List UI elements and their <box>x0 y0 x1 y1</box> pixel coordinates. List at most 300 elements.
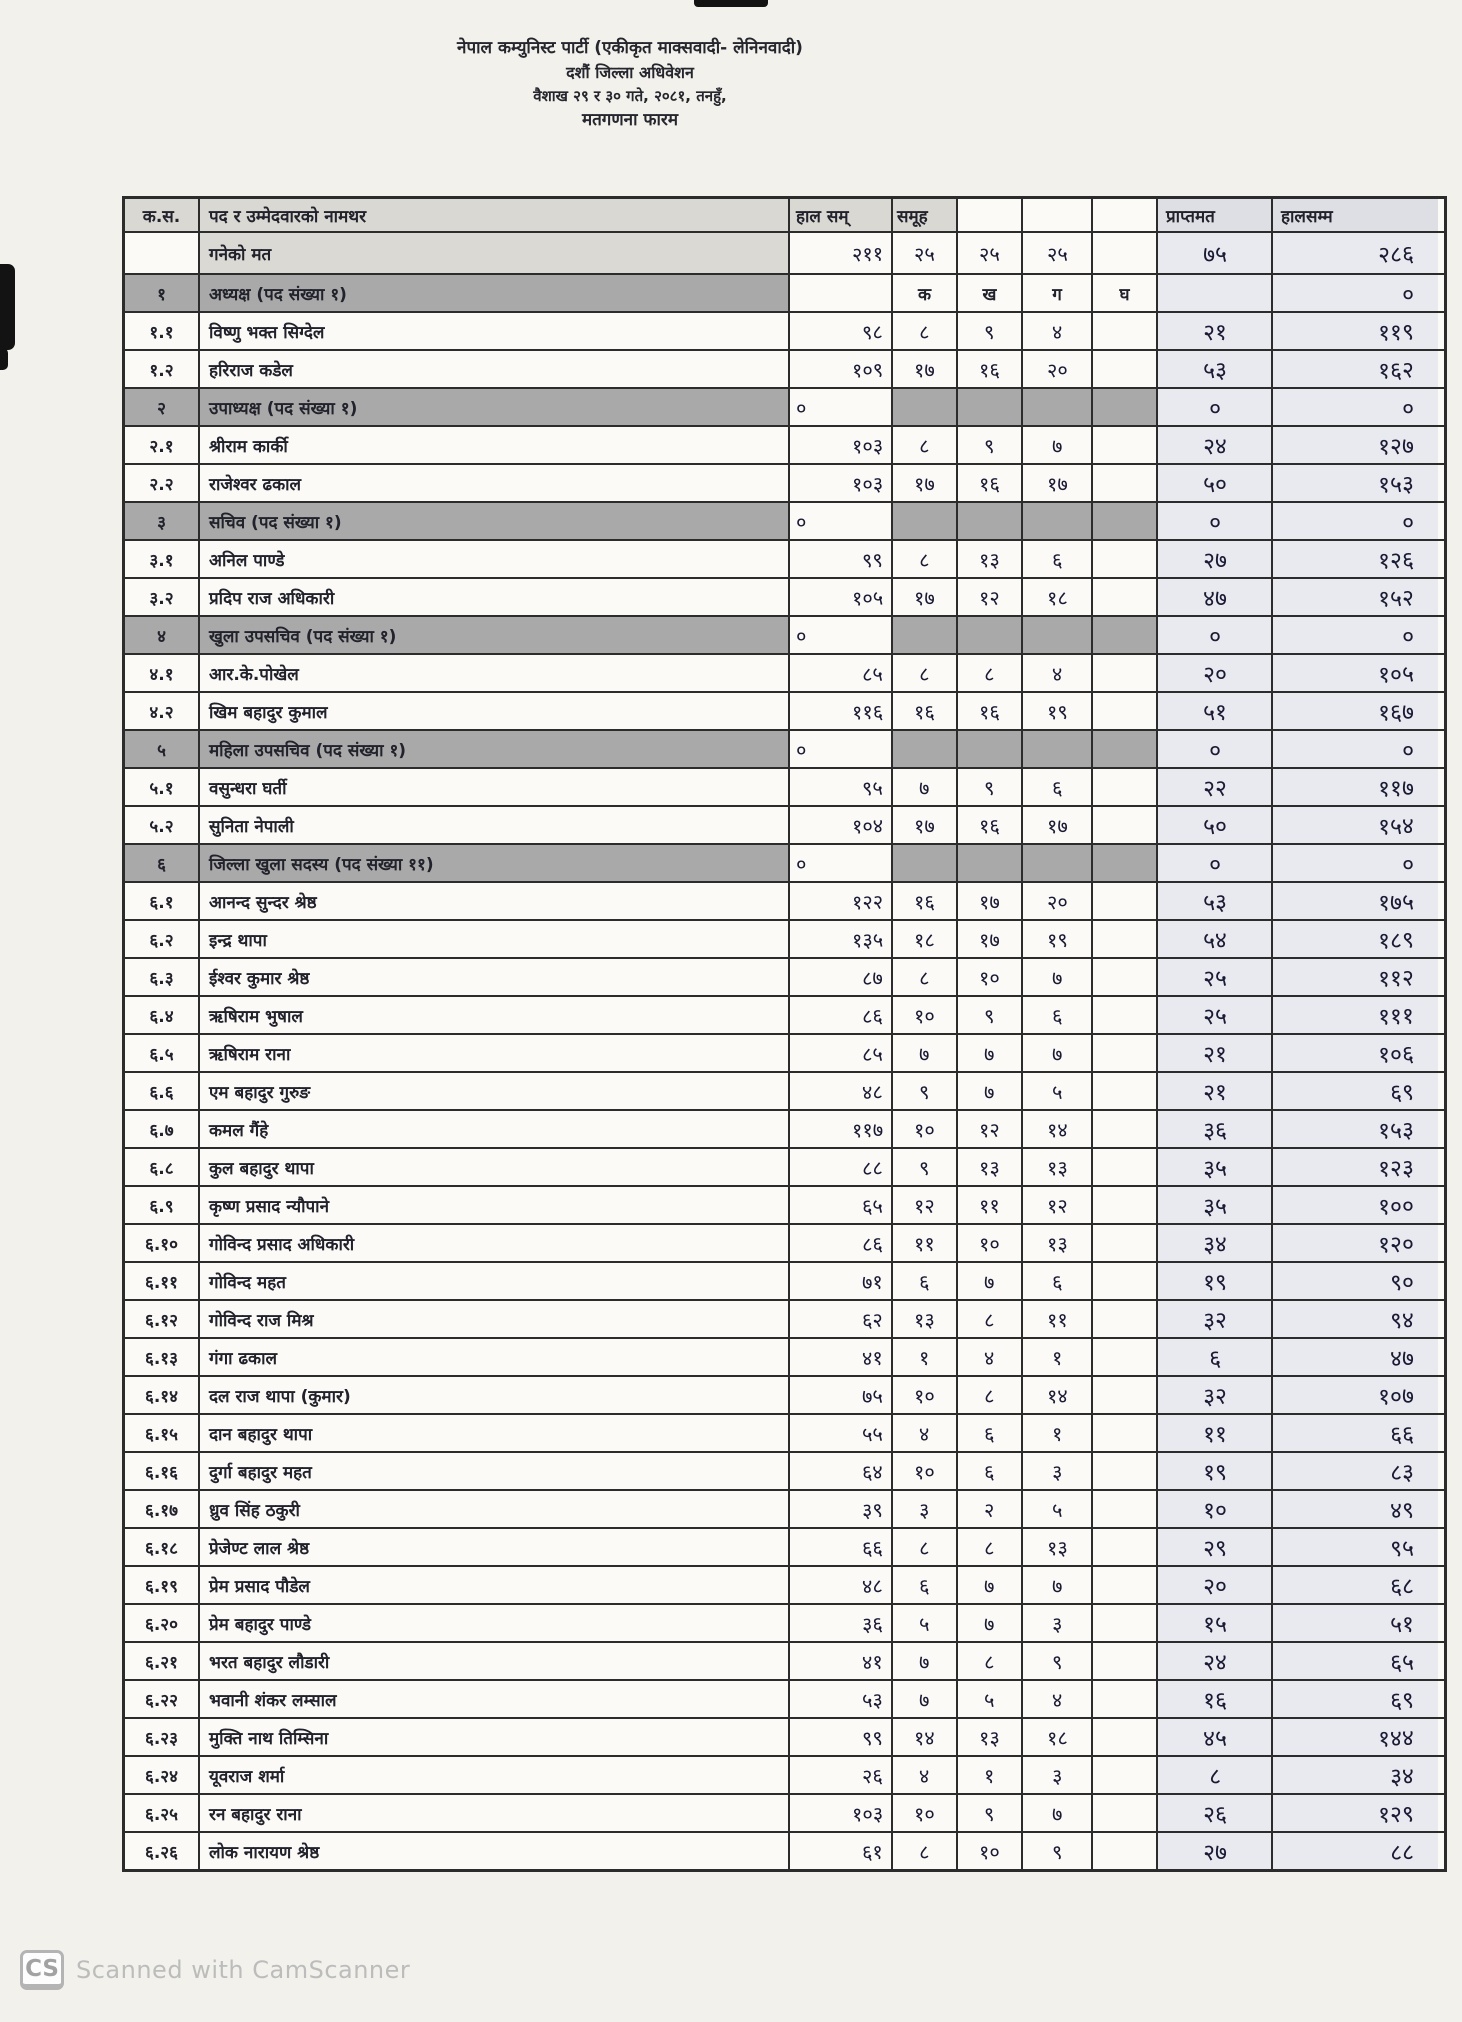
header-cell-name: पद र उम्मेदवारको नामथर <box>200 199 790 231</box>
value-hs: १५४ <box>1377 813 1415 841</box>
value-hal: ० <box>795 851 807 876</box>
value-hs: ५१ <box>1389 1611 1415 1639</box>
value-name: दुर्गा बहादुर महत <box>209 1462 312 1483</box>
value-sn: ६.२ <box>149 930 174 951</box>
value-hal: १०४ <box>851 812 884 839</box>
value-sn: २ <box>157 398 166 419</box>
cell-ga <box>1023 883 1093 919</box>
cell-ka <box>893 1605 958 1641</box>
value-pm: २६ <box>1202 1801 1227 1829</box>
value-ka: ८ <box>918 1839 931 1864</box>
candidate-row <box>125 1795 1444 1833</box>
cell-gha <box>1093 351 1158 387</box>
cell-kha <box>958 503 1023 539</box>
cell-gha <box>1093 1567 1158 1603</box>
value-name: विष्णु भक्त सिग्देल <box>209 322 325 343</box>
value-kha: १७ <box>978 889 1001 914</box>
cell-ga <box>1023 617 1093 653</box>
cell-gha <box>1093 883 1158 919</box>
value-hal: १०३ <box>851 432 884 459</box>
value-sn: ६.२६ <box>145 1842 178 1863</box>
cell-kha <box>958 807 1023 843</box>
cell-hs <box>1273 1225 1438 1261</box>
header-cell-sn: क.स. <box>125 199 200 231</box>
cell-ka <box>893 1757 958 1793</box>
cell-hal <box>790 1719 893 1755</box>
cell-sn <box>125 465 200 501</box>
cell-sn <box>125 1415 200 1451</box>
value-hal: ४८ <box>861 1079 884 1104</box>
cell-gha <box>1093 1035 1158 1071</box>
candidate-row <box>125 541 1444 579</box>
value-sn: ६.१ <box>149 892 174 913</box>
cell-kha <box>958 769 1023 805</box>
value-sn: ६.६ <box>149 1082 174 1103</box>
cell-pm <box>1158 1833 1273 1869</box>
value-ka: ७ <box>918 1649 931 1674</box>
value-kha: ७ <box>983 1041 996 1066</box>
cell-ga <box>1023 1377 1093 1413</box>
cell-name <box>200 503 790 539</box>
value-hal: ८६ <box>861 1003 884 1028</box>
cell-ga <box>1023 1453 1093 1489</box>
value-ka: १० <box>913 1383 936 1408</box>
cell-kha <box>958 275 1023 311</box>
value-ga: २५ <box>1046 241 1068 266</box>
cell-ga <box>1023 1567 1093 1603</box>
cell-hal <box>790 1491 893 1527</box>
cell-hs <box>1273 1035 1438 1071</box>
cell-ka <box>893 617 958 653</box>
cell-hs <box>1273 1643 1438 1679</box>
cell-hal <box>790 1415 893 1451</box>
candidate-row <box>125 427 1444 465</box>
value-kha: ९ <box>983 775 996 800</box>
value-sn: ५.१ <box>149 778 174 799</box>
cell-ka <box>893 1035 958 1071</box>
value-name: मुक्ति नाथ तिम्सिना <box>209 1728 329 1749</box>
cell-ga <box>1023 427 1093 463</box>
cell-hs <box>1273 1757 1438 1793</box>
cell-sn <box>125 389 200 425</box>
cell-ka <box>893 1225 958 1261</box>
cell-pm <box>1158 1529 1273 1565</box>
value-ga: १४ <box>1046 1117 1068 1142</box>
value-sn: ६.४ <box>149 1006 174 1027</box>
cell-hs <box>1273 1377 1438 1413</box>
cell-hal <box>790 1795 893 1831</box>
value-name: हरिराज कडेल <box>209 360 293 381</box>
value-pm: ६ <box>1208 1345 1222 1373</box>
candidate-row <box>125 1263 1444 1301</box>
cell-kha <box>958 1339 1023 1375</box>
candidate-row <box>125 1415 1444 1453</box>
value-name: कमल गैंहे <box>209 1120 269 1141</box>
cell-pm <box>1158 1719 1273 1755</box>
cell-ka <box>893 731 958 767</box>
cell-ga <box>1023 1681 1093 1717</box>
value-hs: ११९ <box>1377 319 1415 347</box>
cell-sn <box>125 1681 200 1717</box>
value-ka: ५ <box>918 1611 931 1636</box>
cell-pm <box>1158 233 1273 273</box>
cell-ka <box>893 1833 958 1869</box>
cell-pm <box>1158 313 1273 349</box>
cell-hal <box>790 769 893 805</box>
value-ga: १ <box>1051 1345 1063 1370</box>
cell-name <box>200 275 790 311</box>
value-ga: ६ <box>1051 1269 1063 1294</box>
cell-hs <box>1273 1339 1438 1375</box>
cell-sn <box>125 655 200 691</box>
value-pm: १९ <box>1202 1459 1227 1487</box>
value-pm: ३२ <box>1202 1307 1227 1335</box>
value-hal: १०५ <box>851 584 884 611</box>
cell-name <box>200 807 790 843</box>
value-kha: १ <box>983 1763 996 1788</box>
value-hal: ८५ <box>861 1041 884 1066</box>
value-ka: १२ <box>913 1193 936 1218</box>
cell-ga <box>1023 959 1093 995</box>
value-hs: १७५ <box>1377 889 1415 917</box>
cell-hal <box>790 1035 893 1071</box>
cell-sn <box>125 1795 200 1831</box>
value-hs: १५२ <box>1377 585 1415 613</box>
cell-kha <box>958 1681 1023 1717</box>
value-ga: १३ <box>1046 1535 1068 1560</box>
value-name: उपाध्यक्ष (पद संख्या १) <box>209 398 358 419</box>
candidate-row <box>125 1225 1444 1263</box>
cell-ga <box>1023 503 1093 539</box>
value-hs: ११७ <box>1377 775 1415 803</box>
value-sn: ६.५ <box>149 1044 174 1065</box>
cell-sn <box>125 275 200 311</box>
candidate-row <box>125 921 1444 959</box>
cell-pm <box>1158 1757 1273 1793</box>
value-sn: २.२ <box>149 474 174 495</box>
cell-pm <box>1158 1567 1273 1603</box>
cell-pm <box>1158 1339 1273 1375</box>
value-kha: ६ <box>983 1421 996 1446</box>
camscanner-text: Scanned with CamScanner <box>76 1956 411 1984</box>
cell-pm <box>1158 1377 1273 1413</box>
value-ga: ३ <box>1051 1763 1063 1788</box>
cell-hal <box>790 845 893 881</box>
cell-hal <box>790 313 893 349</box>
cell-ka <box>893 1795 958 1831</box>
cell-hal <box>790 1377 893 1413</box>
value-pm: ११ <box>1202 1421 1227 1449</box>
value-sn: ६.१३ <box>145 1348 178 1369</box>
value-name: यूवराज शर्मा <box>209 1766 285 1787</box>
cell-kha <box>958 1073 1023 1109</box>
value-ka: ३ <box>918 1497 931 1522</box>
value-kha: १६ <box>978 813 1001 838</box>
cell-name <box>200 233 790 273</box>
value-hal: ३९ <box>861 1497 884 1522</box>
cell-hs <box>1273 1567 1438 1603</box>
section-row <box>125 503 1444 541</box>
cell-ka <box>893 541 958 577</box>
cell-kha <box>958 541 1023 577</box>
value-sn: ६.२४ <box>145 1766 178 1787</box>
value-pm: ५१ <box>1202 699 1227 727</box>
value-sn: ५.२ <box>149 816 174 837</box>
cell-sn <box>125 1035 200 1071</box>
header-cell-blank1 <box>958 199 1023 231</box>
value-ga: ५ <box>1051 1497 1063 1522</box>
candidate-row <box>125 1377 1444 1415</box>
candidate-row <box>125 1529 1444 1567</box>
cell-hal <box>790 233 893 273</box>
cell-kha <box>958 1491 1023 1527</box>
value-kha: ५ <box>983 1687 996 1712</box>
value-hal: ९९ <box>861 547 884 572</box>
cell-ga <box>1023 233 1093 273</box>
candidate-row <box>125 1073 1444 1111</box>
cell-hs <box>1273 769 1438 805</box>
value-hal: ० <box>795 623 807 648</box>
value-hs: ६६ <box>1389 1421 1415 1449</box>
value-ka: १० <box>913 1117 936 1142</box>
value-name: दल राज थापा (कुमार) <box>209 1386 351 1407</box>
value-hs: ० <box>1401 851 1415 879</box>
value-ka: ८ <box>918 547 931 572</box>
value-name: ऋषिराम राना <box>209 1044 291 1065</box>
cell-hs <box>1273 921 1438 957</box>
cell-hs <box>1273 1833 1438 1869</box>
cell-gha <box>1093 1301 1158 1337</box>
value-hs: १२० <box>1377 1231 1415 1259</box>
value-ka: १६ <box>913 889 936 914</box>
value-name: महिला उपसचिव (पद संख्या १) <box>209 740 407 761</box>
value-ka: १० <box>913 1003 936 1028</box>
cell-hs <box>1273 389 1438 425</box>
cell-ka <box>893 313 958 349</box>
value-pm: ३४ <box>1202 1231 1227 1259</box>
value-kha: १० <box>978 965 1001 990</box>
value-name: खिम बहादुर कुमाल <box>209 702 328 723</box>
cell-gha <box>1093 1187 1158 1223</box>
cell-pm <box>1158 731 1273 767</box>
cell-hal <box>790 731 893 767</box>
cell-pm <box>1158 845 1273 881</box>
value-ka: २५ <box>913 241 936 266</box>
cell-hs <box>1273 1111 1438 1147</box>
cell-ka <box>893 921 958 957</box>
value-hal: १०९ <box>851 356 884 383</box>
value-ga: ग <box>1052 284 1062 305</box>
value-kha: १० <box>978 1839 1001 1864</box>
cell-ka <box>893 1339 958 1375</box>
value-kha: ८ <box>983 1649 996 1674</box>
value-hal: ९८ <box>861 319 884 344</box>
value-pm: २४ <box>1202 433 1227 461</box>
cell-hal <box>790 1339 893 1375</box>
cell-kha <box>958 959 1023 995</box>
cell-name <box>200 389 790 425</box>
cell-ga <box>1023 769 1093 805</box>
cell-kha <box>958 1567 1023 1603</box>
value-pm: ५३ <box>1202 889 1227 917</box>
cell-sn <box>125 1225 200 1261</box>
cell-name <box>200 1529 790 1565</box>
cell-pm <box>1158 503 1273 539</box>
value-ka: ६ <box>918 1269 931 1294</box>
cell-sn <box>125 233 200 273</box>
value-kha: १३ <box>978 547 1001 572</box>
cell-gha <box>1093 1111 1158 1147</box>
cell-name <box>200 1035 790 1071</box>
cell-sn <box>125 731 200 767</box>
candidate-row <box>125 465 1444 503</box>
cell-hal <box>790 351 893 387</box>
value-ka: १७ <box>913 585 936 610</box>
value-ga: ४ <box>1051 661 1063 686</box>
candidate-row <box>125 1187 1444 1225</box>
value-name: एम बहादुर गुरुङ <box>209 1082 311 1103</box>
value-sn: ६.१२ <box>145 1310 178 1331</box>
value-kha: ९ <box>983 433 996 458</box>
cell-hs <box>1273 275 1438 311</box>
cell-ka <box>893 1263 958 1299</box>
cell-gha <box>1093 1643 1158 1679</box>
value-sn: २.१ <box>149 436 174 457</box>
cell-hal <box>790 1681 893 1717</box>
value-name: प्रेम बहादुर पाण्डे <box>209 1614 312 1635</box>
cell-gha <box>1093 233 1158 273</box>
value-kha: १३ <box>978 1725 1001 1750</box>
cell-hs <box>1273 503 1438 539</box>
cell-pm <box>1158 1643 1273 1679</box>
cell-gha <box>1093 731 1158 767</box>
cell-name <box>200 845 790 881</box>
value-hal: ६२ <box>861 1307 884 1332</box>
cell-kha <box>958 997 1023 1033</box>
cell-hal <box>790 1149 893 1185</box>
value-ga: ६ <box>1051 1003 1063 1028</box>
value-name: सचिव (पद संख्या १) <box>209 512 342 533</box>
value-sn: ६ <box>157 854 166 875</box>
cell-gha <box>1093 1529 1158 1565</box>
value-pm: २७ <box>1202 1839 1227 1867</box>
cell-kha <box>958 465 1023 501</box>
cell-ka <box>893 959 958 995</box>
cell-sn <box>125 1073 200 1109</box>
cell-ga <box>1023 1643 1093 1679</box>
cell-hs <box>1273 1719 1438 1755</box>
candidate-row <box>125 1719 1444 1757</box>
value-hs: ० <box>1401 623 1415 651</box>
cell-ka <box>893 275 958 311</box>
value-sn: ३ <box>157 512 166 533</box>
cell-sn <box>125 807 200 843</box>
convention-title: दशौं जिल्ला अधिवेशन <box>566 63 694 82</box>
cell-hal <box>790 807 893 843</box>
value-ga: ७ <box>1051 1801 1063 1826</box>
section-row <box>125 275 1444 313</box>
cell-sn <box>125 351 200 387</box>
value-pm: ० <box>1208 623 1222 651</box>
cell-name <box>200 921 790 957</box>
value-name: ध्रुव सिंह ठकुरी <box>209 1500 300 1521</box>
value-hal: ५५ <box>861 1421 884 1446</box>
cell-kha <box>958 693 1023 729</box>
cell-kha <box>958 313 1023 349</box>
cell-pm <box>1158 1149 1273 1185</box>
cell-sn <box>125 1301 200 1337</box>
candidate-row <box>125 1453 1444 1491</box>
value-hal: ८६ <box>861 1231 884 1256</box>
cell-kha <box>958 1187 1023 1223</box>
value-name: खुला उपसचिव (पद संख्या १) <box>209 626 397 647</box>
value-sn: ६.१६ <box>145 1462 178 1483</box>
cell-sn <box>125 959 200 995</box>
document-header <box>180 36 1080 133</box>
camscanner-footer <box>20 1950 410 1990</box>
candidate-row <box>125 807 1444 845</box>
cell-hal <box>790 427 893 463</box>
value-sn: ६.७ <box>149 1120 174 1141</box>
value-pm: २५ <box>1202 965 1227 993</box>
value-name: प्रेजेण्ट लाल श्रेष्ठ <box>209 1538 310 1559</box>
scan-artifact-left-small <box>0 348 8 370</box>
value-ka: ७ <box>918 1041 931 1066</box>
candidate-row <box>125 769 1444 807</box>
value-kha: २ <box>983 1497 996 1522</box>
value-pm: २१ <box>1202 1079 1227 1107</box>
value-ga: ७ <box>1051 965 1063 990</box>
cell-hal <box>790 1757 893 1793</box>
value-name: सुनिता नेपाली <box>209 816 294 837</box>
cell-ka <box>893 1567 958 1603</box>
candidate-row <box>125 1339 1444 1377</box>
cell-gha <box>1093 655 1158 691</box>
value-sn: ६.८ <box>149 1158 174 1179</box>
cell-sn <box>125 1529 200 1565</box>
value-name: गोविन्द प्रसाद अधिकारी <box>209 1234 355 1255</box>
candidate-row <box>125 1567 1444 1605</box>
cell-name <box>200 1149 790 1185</box>
cell-hs <box>1273 1453 1438 1489</box>
cell-ka <box>893 997 958 1033</box>
value-hs: १६२ <box>1377 357 1415 385</box>
cell-gha <box>1093 313 1158 349</box>
value-sn: ६.२५ <box>145 1804 178 1825</box>
value-kha: ख <box>982 284 997 305</box>
cell-pm <box>1158 1035 1273 1071</box>
value-hs: १८९ <box>1377 927 1415 955</box>
value-name: प्रेम प्रसाद पौडेल <box>209 1576 310 1597</box>
value-hal: १३५ <box>851 926 884 953</box>
cell-kha <box>958 1377 1023 1413</box>
cell-name <box>200 1757 790 1793</box>
cell-kha <box>958 233 1023 273</box>
value-hs: ८३ <box>1389 1459 1415 1487</box>
cell-ga <box>1023 1073 1093 1109</box>
value-name: अनिल पाण्डे <box>209 550 285 571</box>
value-hal: १२२ <box>851 888 884 915</box>
cell-ga <box>1023 845 1093 881</box>
cell-kha <box>958 655 1023 691</box>
value-ka: ४ <box>918 1763 931 1788</box>
value-hal: ६१ <box>861 1839 884 1864</box>
section-row <box>125 731 1444 769</box>
candidate-row <box>125 1605 1444 1643</box>
cell-hs <box>1273 1529 1438 1565</box>
value-sn: १.२ <box>149 360 174 381</box>
cell-ka <box>893 465 958 501</box>
